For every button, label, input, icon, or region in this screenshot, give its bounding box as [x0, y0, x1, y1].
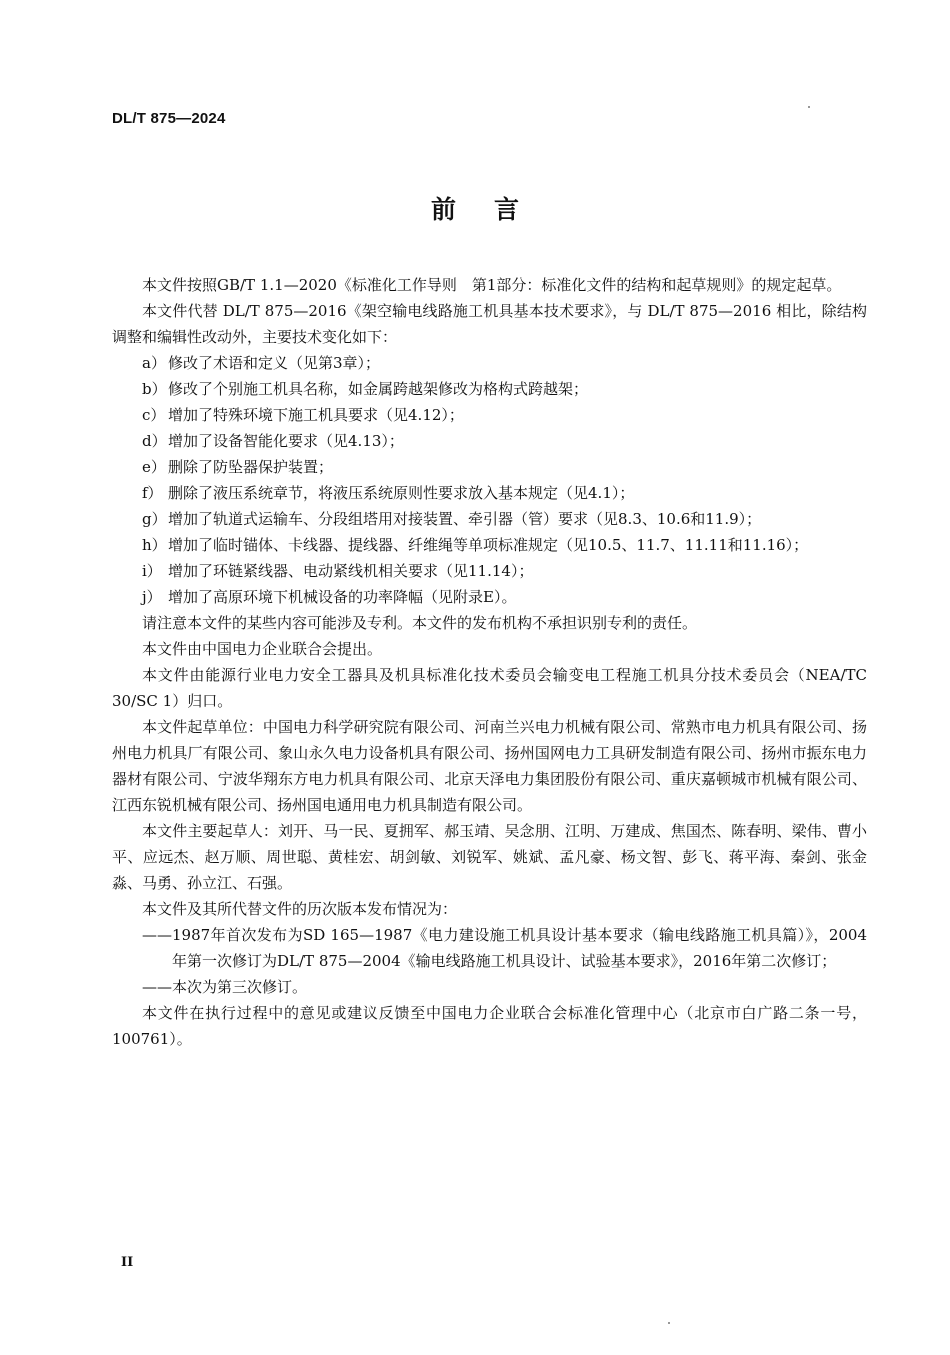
list-item — [112, 454, 867, 480]
list-item-text: 删除了防坠器保护装置； — [168, 458, 334, 476]
paragraph-replacement: 本文件代替 DL/T 875—2016《架空输电线路施工机具基本技术要求》，与 DL/T 875—2016 相比，除结构调整和编辑性改动外，主要技术变化如下： — [112, 302, 867, 346]
list-item-label: i） — [142, 562, 162, 580]
paragraph-committee: 本文件由能源行业电力安全工器具及机具标准化技术委员会输变电工程施工机具分技术委员会（NEA/TC 30/SC 1）归口。 — [112, 666, 867, 710]
list-item — [112, 506, 867, 532]
list-item — [112, 532, 867, 558]
paragraph-drafting-basis: 本文件按照GB/T 1.1—2020《标准化工作导则 第1部分：标准化文件的结构和起草规则》的规定起草。 — [142, 276, 842, 294]
list-item-label: g） — [142, 510, 167, 528]
list-item-label: f） — [142, 484, 163, 502]
paragraph-drafting-units: 本文件起草单位：中国电力科学研究院有限公司、河南兰兴电力机械有限公司、常熟市电力机具有限公司、扬州电力机具厂有限公司、象山永久电力设备机具有限公司、扬州国网电力工具研发制造有限公司、扬州市振东电力器材有限公司、宁波华翔东方电力机具有限公司、北京天泽电力集团股份有限公司、重庆嘉顿城市机械有限公司、江西东锐机械有限公司、扬州国电通用电力机具制造有限公司。 — [112, 718, 867, 814]
list-item-text: 增加了轨道式运输车、分段组塔用对接装置、牵引器（管）要求（见8.3、10.6和11.9）； — [168, 510, 762, 528]
list-item-text: 删除了液压系统章节，将液压系统原则性要求放入基本规定（见4.1）； — [168, 484, 635, 502]
document-id-header: DL/T 875—2024 — [112, 110, 226, 127]
history-item: ——本次为第三次修订。 — [142, 978, 308, 996]
paragraph-patent-notice: 请注意本文件的某些内容可能涉及专利。本文件的发布机构不承担识别专利的责任。 — [142, 614, 698, 632]
list-item-label: h） — [142, 536, 167, 554]
list-item-label: c） — [142, 406, 166, 424]
list-item-text: 增加了设备智能化要求（见4.13）； — [168, 432, 404, 450]
foreword-body — [112, 272, 867, 1052]
list-item-text: 增加了临时锚体、卡线器、提线器、纤维绳等单项标准规定（见10.5、11.7、11.11和11.16）； — [168, 536, 809, 554]
history-item: ——1987年首次发布为SD 165—1987《电力建设施工机具设计基本要求（输电线路施工机具篇）》，2004年第一次修订为DL/T 875—2004《输电线路施工机具设计、试验基本要求》，2016年第二次修订； — [142, 926, 867, 970]
paragraph-proposer: 本文件由中国电力企业联合会提出。 — [142, 640, 383, 658]
list-item — [112, 350, 867, 376]
list-item-label: b） — [142, 380, 167, 398]
page-title: 前言 — [430, 195, 557, 224]
page-number: II — [121, 1255, 134, 1270]
list-item-text: 修改了个别施工机具名称，如金属跨越架修改为格构式跨越架； — [168, 380, 589, 398]
list-item-text: 修改了术语和定义（见第3章）； — [168, 354, 381, 372]
list-item-label: e） — [142, 458, 166, 476]
paragraph-feedback: 本文件在执行过程中的意见或建议反馈至中国电力企业联合会标准化管理中心（北京市白广路二条一号，100761）。 — [112, 1004, 867, 1048]
list-item — [112, 584, 867, 610]
list-item-label: j） — [142, 588, 162, 606]
list-item — [112, 376, 867, 402]
list-item-text: 增加了环链紧线器、电动紧线机相关要求（见11.14）； — [168, 562, 534, 580]
list-item — [112, 558, 867, 584]
list-item-text: 增加了特殊环境下施工机具要求（见4.12）； — [168, 406, 464, 424]
list-item — [112, 428, 867, 454]
list-item-text: 增加了高原环境下机械设备的功率降幅（见附录E）。 — [168, 588, 517, 606]
list-item — [112, 402, 867, 428]
changes-list — [112, 350, 867, 610]
list-item — [112, 480, 867, 506]
list-item-label: a） — [142, 354, 166, 372]
paragraph-drafters: 本文件主要起草人：刘开、马一民、夏拥军、郝玉靖、吴念朋、江明、万建成、焦国杰、陈春明、梁伟、曹小平、应远杰、赵万顺、周世聪、黄桂宏、胡剑敏、刘锐军、姚斌、孟凡豪、杨文智、彭飞、蒋平海、秦剑、张金淼、马勇、孙立江、石强。 — [112, 822, 867, 892]
history-list — [112, 922, 867, 1000]
list-item-label: d） — [142, 432, 167, 450]
scan-speck — [668, 1322, 670, 1324]
scan-speck — [808, 106, 810, 108]
paragraph-history-intro: 本文件及其所代替文件的历次版本发布情况为： — [142, 900, 458, 918]
